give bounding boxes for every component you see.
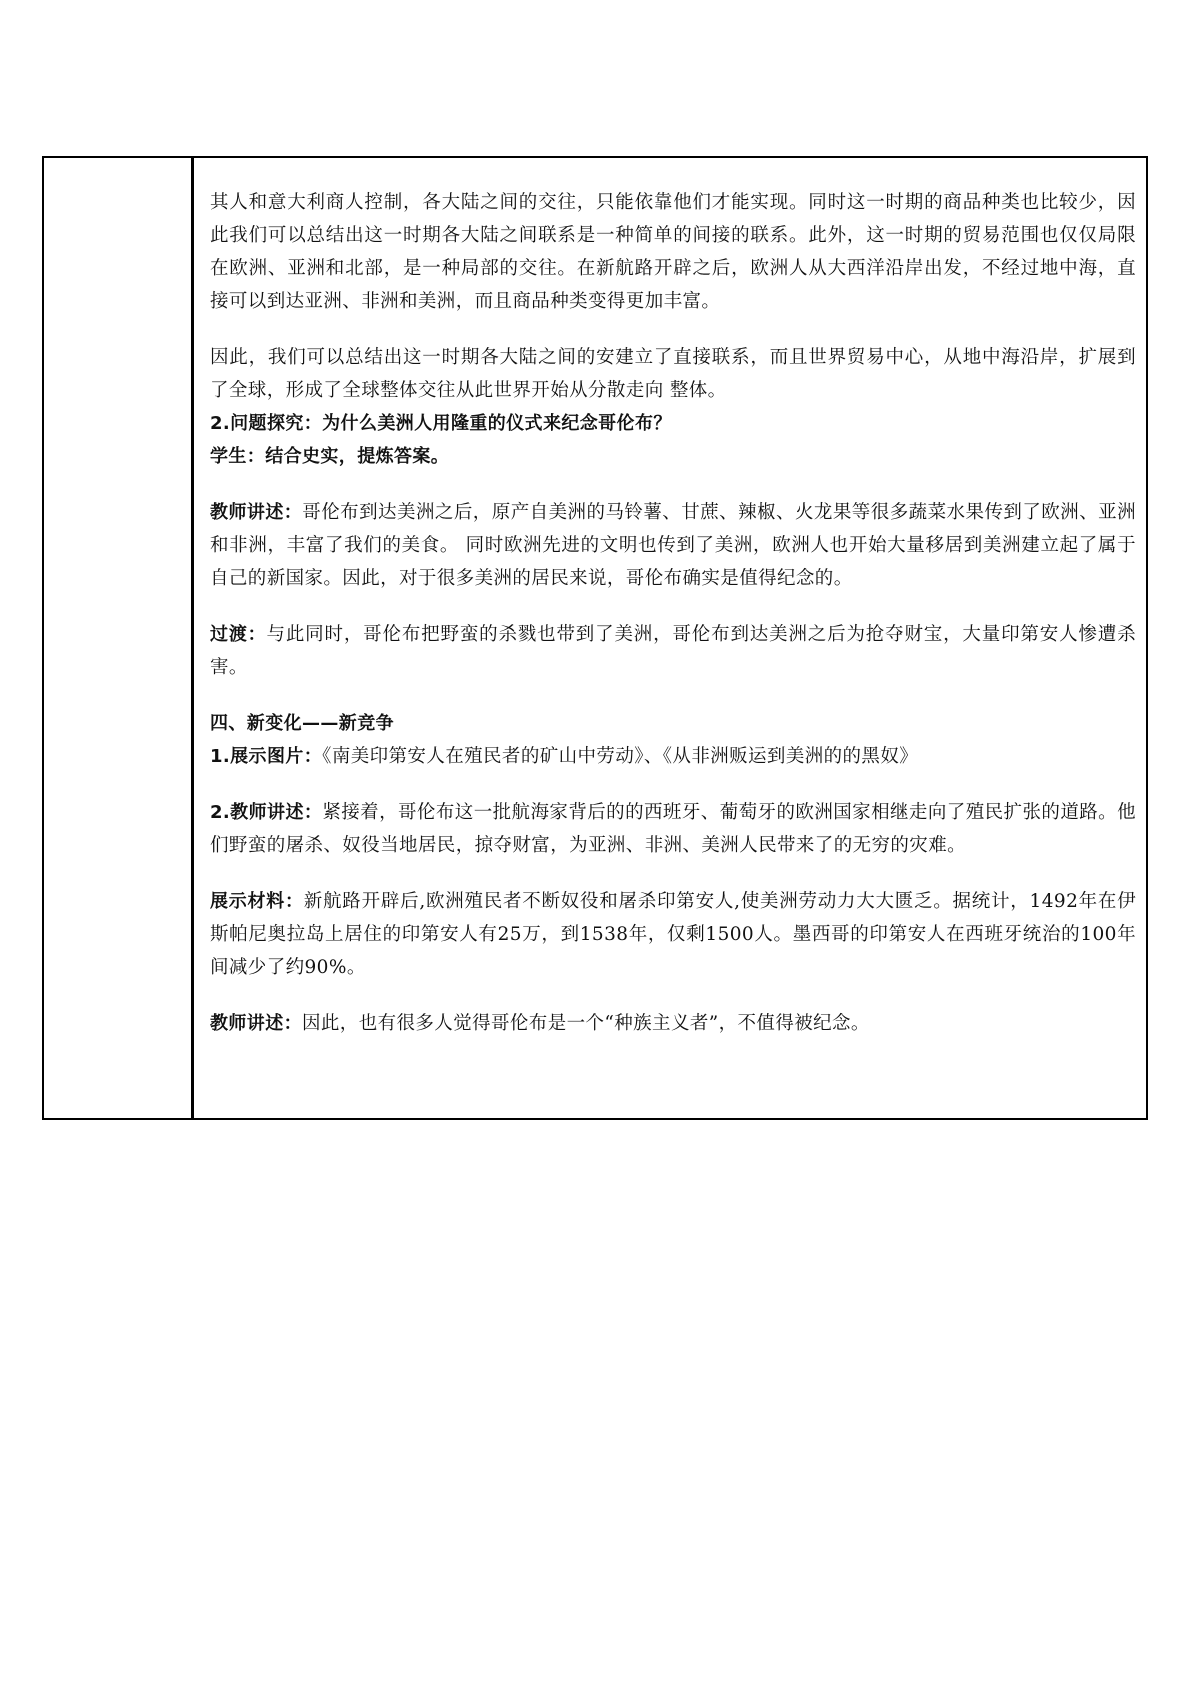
question-2-text: 2.问题探究：为什么美洲人用隆重的仪式来纪念哥伦布？ [210,413,672,434]
teacher-text-1: 哥伦布到达美洲之后，原产自美洲的马铃薯、甘蔗、辣椒、火龙果等很多蔬菜水果传到了欧洲、亚洲和非洲，丰富了我们的美食。 同时欧洲先进的文明也传到了美洲，欧洲人也开始大量移居到美洲建立起了属于自己的新国家。因此，对于很多美洲的居民来说，哥伦布确实是值得纪念的。 [210,502,1136,589]
material-text: 新航路开辟后,欧洲殖民者不断奴役和屠杀印第安人,使美洲劳动力大大匮乏。据统计，1492年在伊斯帕尼奥拉岛上居住的印第安人有25万，到1538年，仅剩1500人。墨西哥的印第安人在西班牙统治的100年间减少了约90%。 [210,891,1137,978]
lesson-table [42,156,1148,1120]
show-material [210,885,1136,984]
table-left-column [44,158,194,1118]
table-content-cell [197,158,1146,1118]
teacher-label-2: 2.教师讲述： [210,802,323,823]
section-4-heading [210,707,1136,740]
show-pictures-text: 《南美印第安人在殖民者的矿山中劳动》、《从非洲贩运到美洲的的黑奴》 [322,746,919,767]
paragraph-summary: 因此，我们可以总结出这一时期各大陆之间的安建立了直接联系，而且世界贸易中心，从地中海沿岸，扩展到了全球，形成了全球整体交往从此世界开始从分散走向 整体。 [210,347,1136,401]
student-line [210,440,1136,473]
teacher-narration-3 [210,1007,1136,1040]
teacher-text-2: 紧接着，哥伦布这一批航海家背后的的西班牙、葡萄牙的欧洲国家相继走向了殖民扩张的道路。他们野蛮的屠杀、奴役当地居民，掠夺财富，为亚洲、非洲、美洲人民带来了的无穷的灾难。 [210,802,1136,856]
paragraph-trade-comparison: 其人和意大利商人控制，各大陆之间的交往，只能依靠他们才能实现。同时这一时期的商品种类也比较少，因此我们可以总结出这一时期各大陆之间联系是一种简单的间接的联系。此外，这一时期的贸易范围也仅仅局限在欧洲、亚洲和北部，是一种局部的交往。在新航路开辟之后，欧洲人从大西洋沿岸出发，不经过地中海，直接可以到达亚洲、非洲和美洲，而且商品种类变得更加丰富。 [210,192,1136,312]
student-text: 结合史实，提炼答案。 [265,446,450,467]
transition-line [210,618,1136,684]
teacher-text-3: 因此，也有很多人觉得哥伦布是一个“种族主义者”，不值得被纪念。 [302,1013,870,1034]
show-pictures-line [210,740,1136,773]
material-label: 展示材料： [210,891,304,912]
teacher-narration-1 [210,496,1136,595]
teacher-label-1: 教师讲述： [210,502,303,523]
teacher-narration-2 [210,796,1136,862]
show-pictures-label: 1.展示图片： [210,746,323,767]
teacher-label-3: 教师讲述： [210,1013,302,1034]
student-label: 学生： [210,446,266,467]
transition-label: 过渡： [210,624,267,645]
section-4-title: 四、新变化——新竞争 [210,713,394,734]
transition-text: 与此同时，哥伦布把野蛮的杀戮也带到了美洲，哥伦布到达美洲之后为抢夺财宝，大量印第安人惨遭杀害。 [210,624,1136,678]
question-2 [210,407,1136,440]
